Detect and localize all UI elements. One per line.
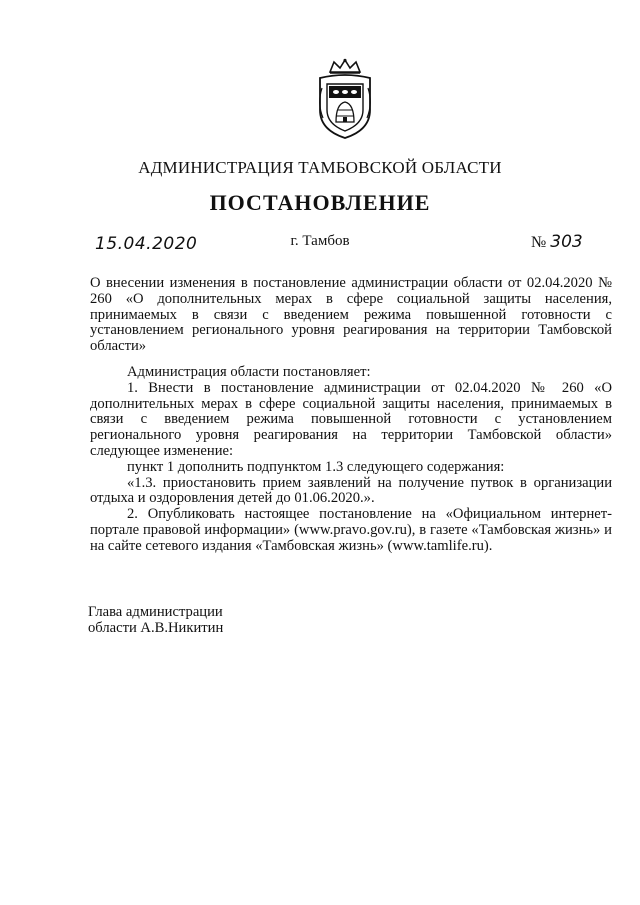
body-intro: Администрация области постановляет: — [127, 364, 371, 380]
document-type-title: ПОСТАНОВЛЕНИЕ — [209, 190, 431, 215]
number-prefix: № — [531, 234, 547, 251]
document-body — [90, 365, 612, 555]
signature-line-2: области А.В.Никитин — [88, 620, 224, 636]
signature-block — [88, 604, 223, 636]
body-item-1-sub: пункт 1 дополнить подпунктом 1.3 следующего содержания: — [127, 458, 505, 475]
body-item-1-quote: «1.3. приостановить прием заявлений на получение путвок в организации отдыха и оздоровления детей до 01.06.2020.». — [90, 474, 612, 507]
body-item-2: 2. Опубликовать настоящее постановление на «Официальном интернет-портале правовой информации» (www.pravo.gov.ru), в газете «Тамбовская жизнь» и на сайте сетевого издания «Тамбовская жизнь» (www.tamlife.ru). — [90, 506, 612, 554]
document-subject: О внесении изменения в постановление администрации области от 02.04.2020 № 260 «О дополнительных мерах в сфере социальной защиты населения, принимаемых в связи с введением режима повышенной готовности с установлением регионального уровня реагирования на территории Тамбовской области» — [90, 275, 612, 355]
signature-line-1: Глава администрации — [88, 604, 223, 620]
organization-title: АДМИНИСТРАЦИЯ ТАМБОВСКОЙ ОБЛАСТИ — [138, 158, 502, 177]
document-number — [531, 232, 583, 252]
body-item-1: 1. Внести в постановление администрации от 02.04.2020 № 260 «О дополнительных мерах в сфере социальной защиты населения, принимаемых в связи с введением режима повышенной готовности с установлением регионального уровня реагирования на территории Тамбовской области» следующее изменение: — [90, 379, 612, 459]
coat-of-arms-icon — [312, 58, 378, 140]
number-value: 303 — [550, 232, 583, 252]
document-city: г. Тамбов — [290, 233, 350, 249]
document-date: 15.04.2020 — [95, 234, 198, 254]
